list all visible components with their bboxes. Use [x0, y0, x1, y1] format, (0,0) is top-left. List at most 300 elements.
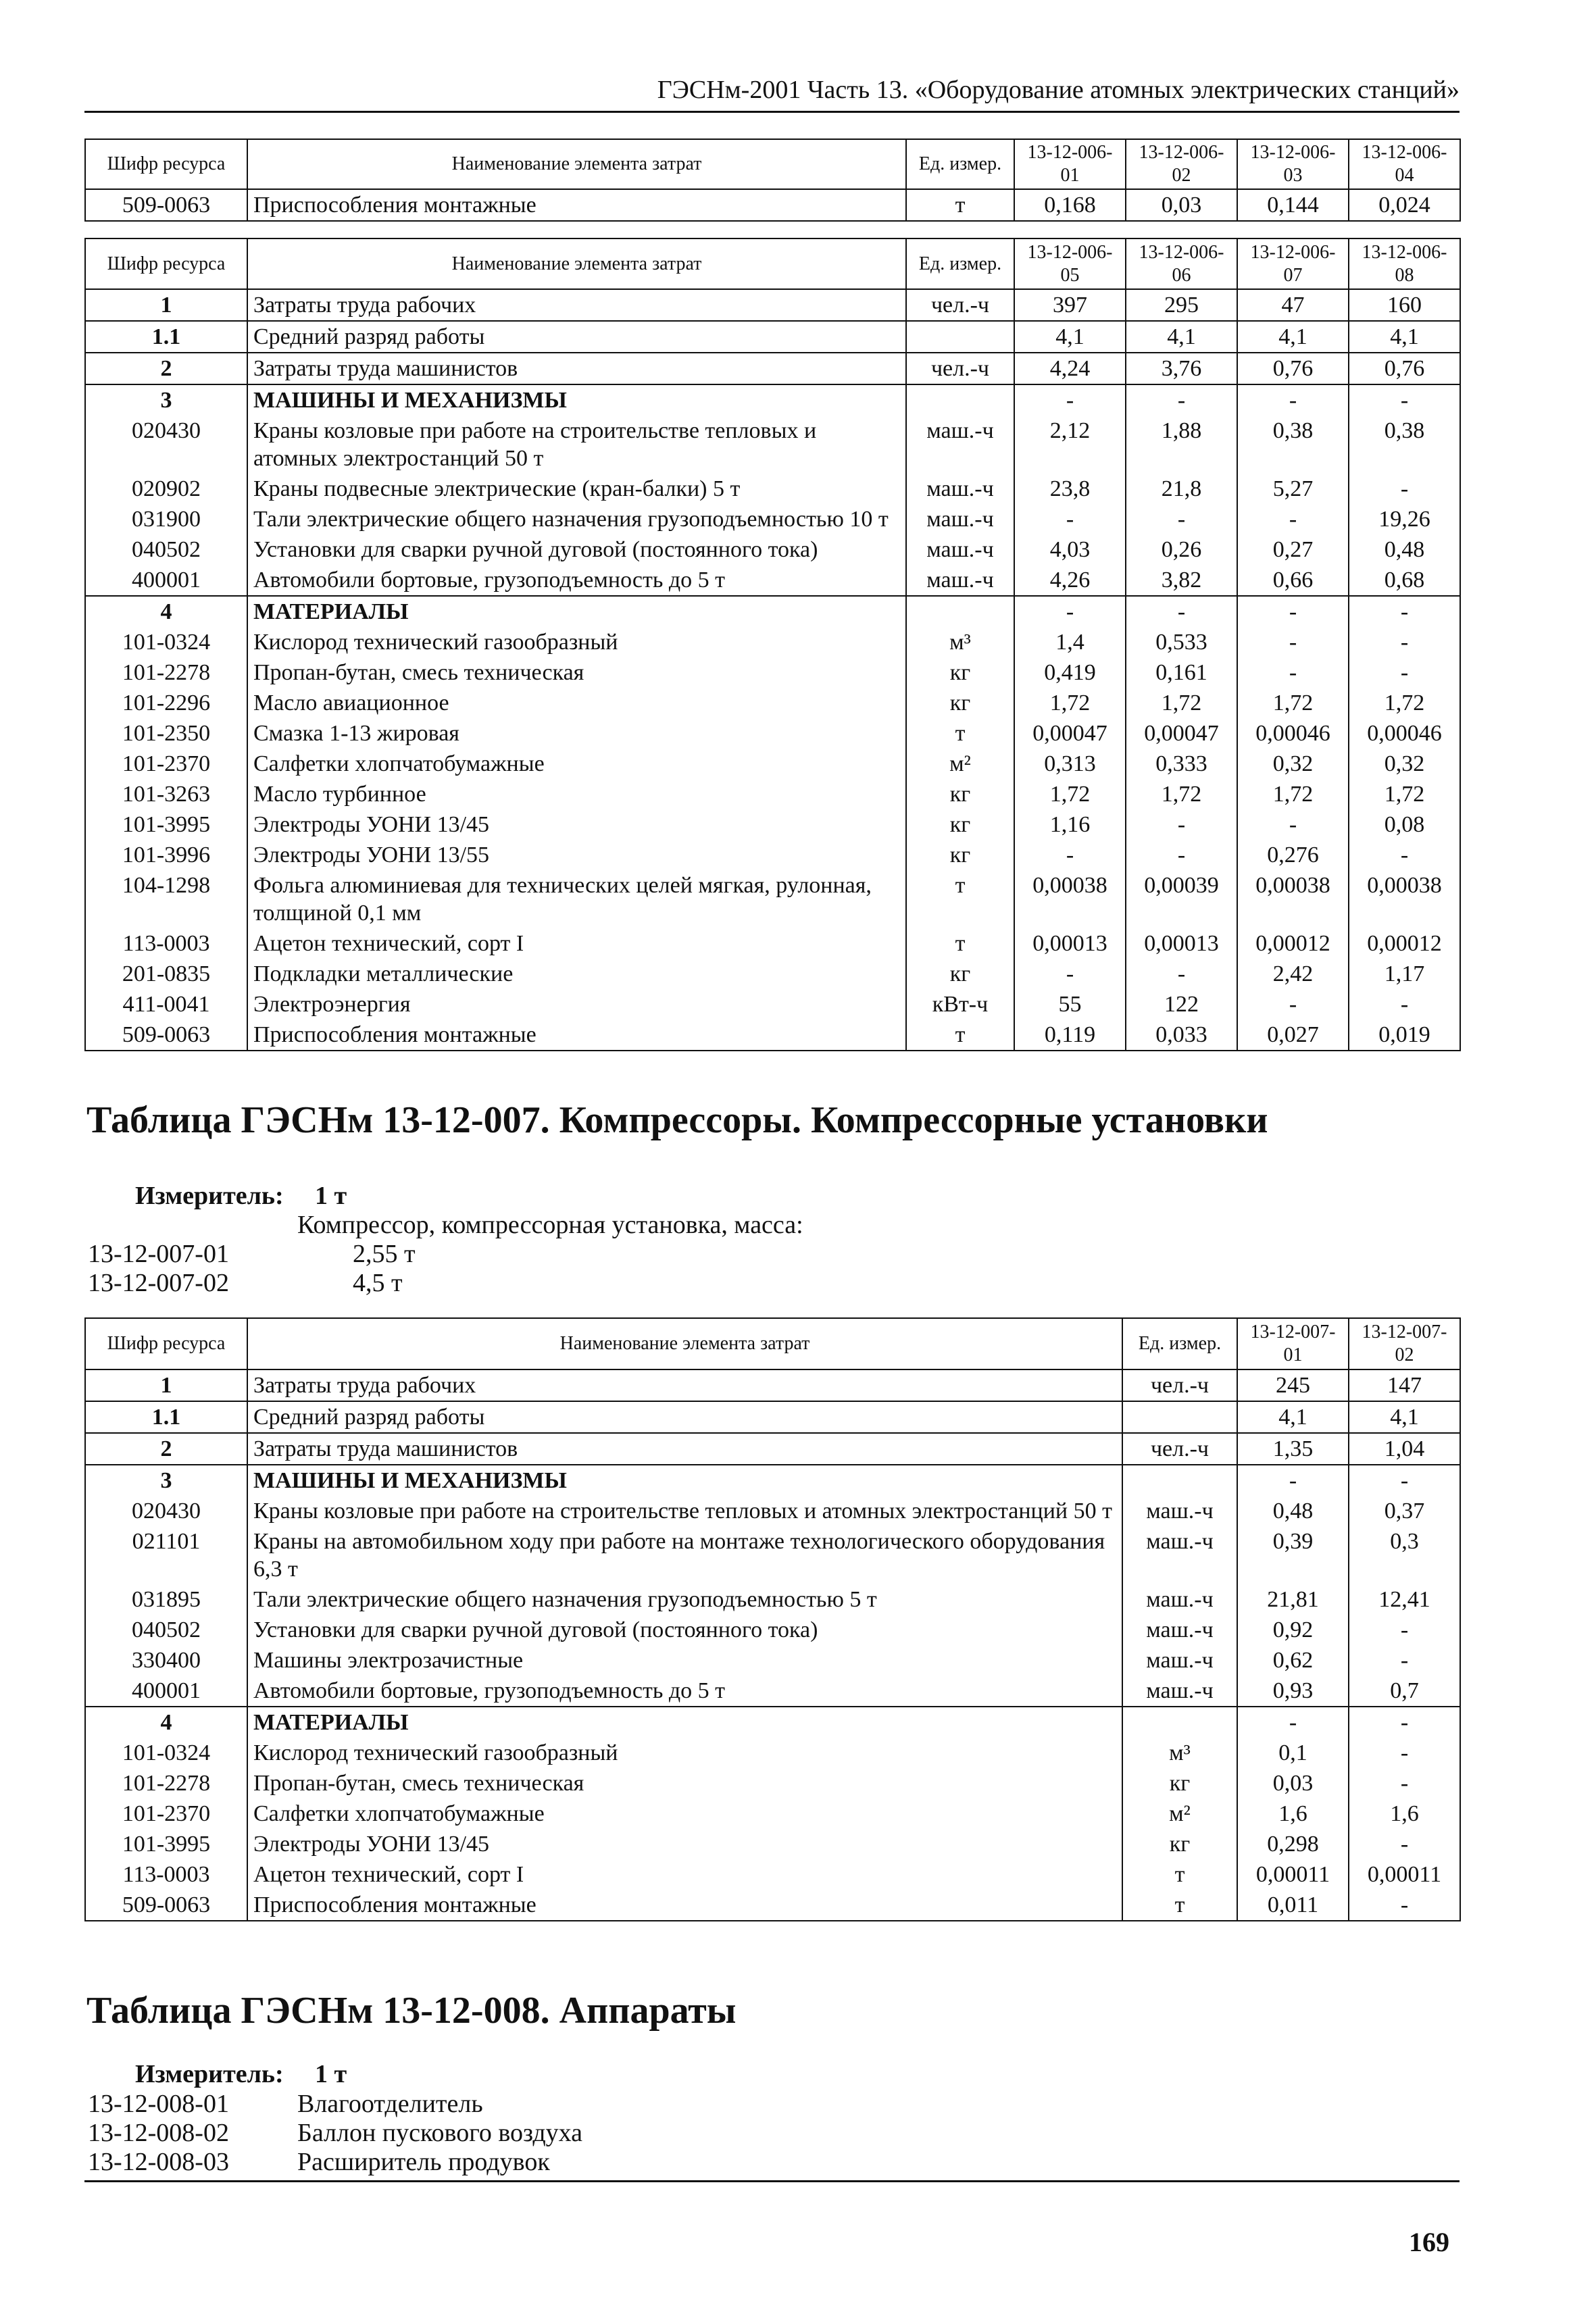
resource-unit: кг	[1122, 1829, 1237, 1859]
norm-value: 2,12	[1014, 416, 1126, 474]
norm-value: -	[1349, 1465, 1460, 1496]
table-row	[85, 1526, 1460, 1584]
norm-value: 0,08	[1349, 809, 1460, 840]
resource-code: 101-3995	[85, 1829, 247, 1859]
norm-value: 0,76	[1349, 353, 1460, 384]
table-row	[85, 809, 1460, 840]
table-row	[85, 1465, 1460, 1496]
norm-value: 19,26	[1349, 504, 1460, 534]
col-header-unit: Ед. измер.	[1122, 1318, 1237, 1369]
norm-value: 1,72	[1014, 779, 1126, 809]
norm-value: 0,00013	[1014, 928, 1126, 959]
table-13-12-006-part1	[84, 139, 1461, 222]
norm-value: 1,6	[1237, 1799, 1349, 1829]
norm-value: 2,42	[1237, 959, 1349, 989]
norm-value: 4,1	[1237, 321, 1349, 353]
norm-value: 0,533	[1126, 627, 1237, 657]
resource-unit: м³	[1122, 1738, 1237, 1768]
resource-unit: кг	[906, 809, 1014, 840]
norm-value: 245	[1237, 1369, 1349, 1401]
norm-value: -	[1349, 474, 1460, 504]
resource-name: Фольга алюминиевая для технических целей мягкая, рулонная, толщиной 0,1 мм	[247, 870, 906, 928]
norm-value: -	[1349, 1768, 1460, 1799]
resource-name: Кислород технический газообразный	[247, 627, 906, 657]
resource-code: 020430	[85, 1496, 247, 1526]
resource-code: 411-0041	[85, 989, 247, 1020]
table-13-12-007	[84, 1317, 1461, 1921]
resource-name: Установки для сварки ручной дуговой (постоянного тока)	[247, 1615, 1122, 1645]
col-header-norm: 13-12-006-02	[1126, 139, 1237, 189]
norm-value: 0,92	[1237, 1615, 1349, 1645]
norm-value: -	[1349, 1829, 1460, 1859]
table-row	[85, 1707, 1460, 1738]
resource-unit: т	[906, 1020, 1014, 1051]
norm-value: 0,26	[1126, 534, 1237, 565]
resource-unit: чел.-ч	[906, 353, 1014, 384]
norm-value: 0,119	[1014, 1020, 1126, 1051]
norm-code: 13-12-008-03	[88, 2148, 229, 2176]
resource-name: Краны на автомобильном ходу при работе на монтаже технологического оборудования 6,3 т	[247, 1526, 1122, 1584]
norm-value: 3,76	[1126, 353, 1237, 384]
resource-name: Электроды УОНИ 13/45	[247, 809, 906, 840]
norm-value: 1,72	[1126, 688, 1237, 718]
resource-code: 101-0324	[85, 627, 247, 657]
norm-value: 0,00046	[1349, 718, 1460, 749]
norm-value: -	[1126, 596, 1237, 627]
norm-value: 0,019	[1349, 1020, 1460, 1051]
header-title: ГЭСНм-2001 Часть 13. «Оборудование атомных электрических станций»	[657, 76, 1460, 104]
norm-value: 4,1	[1126, 321, 1237, 353]
table-row	[85, 657, 1460, 688]
resource-name: Затраты труда машинистов	[247, 353, 906, 384]
col-header-code: Шифр ресурса	[85, 139, 247, 189]
norm-value: 0,48	[1237, 1496, 1349, 1526]
resource-unit: т	[906, 189, 1014, 221]
norm-description: Баллон пускового воздуха	[297, 2119, 583, 2147]
norm-value: -	[1126, 384, 1237, 416]
norm-value: 160	[1349, 289, 1460, 321]
norm-value: -	[1014, 840, 1126, 870]
norm-value: 0,144	[1237, 189, 1349, 221]
table-row	[85, 504, 1460, 534]
resource-code: 113-0003	[85, 1859, 247, 1890]
resource-unit	[1122, 1401, 1237, 1433]
resource-code: 020902	[85, 474, 247, 504]
col-header-name: Наименование элемента затрат	[247, 139, 906, 189]
resource-name: Приспособления монтажные	[247, 1890, 1122, 1921]
table-row	[85, 1369, 1460, 1401]
table-header-row	[85, 238, 1460, 289]
col-header-unit: Ед. измер.	[906, 139, 1014, 189]
norm-value: 0,00038	[1237, 870, 1349, 928]
norm-value: -	[1126, 809, 1237, 840]
norm-value: 0,37	[1349, 1496, 1460, 1526]
norm-value: -	[1237, 596, 1349, 627]
norm-value: -	[1237, 1707, 1349, 1738]
resource-code: 330400	[85, 1645, 247, 1676]
resource-name: Подкладки металлические	[247, 959, 906, 989]
resource-code: 1.1	[85, 1401, 247, 1433]
table-row	[85, 1859, 1460, 1890]
table-row	[85, 596, 1460, 627]
resource-unit: маш.-ч	[906, 416, 1014, 474]
norm-value: 295	[1126, 289, 1237, 321]
resource-name: Тали электрические общего назначения грузоподъемностью 5 т	[247, 1584, 1122, 1615]
table-row	[85, 1433, 1460, 1465]
page-number: 169	[1409, 2227, 1449, 2257]
table-row	[85, 749, 1460, 779]
table-row	[85, 1799, 1460, 1829]
resource-code: 400001	[85, 1676, 247, 1707]
resource-name: Ацетон технический, сорт I	[247, 928, 906, 959]
resource-unit: т	[906, 928, 1014, 959]
resource-unit	[906, 596, 1014, 627]
norm-value: -	[1349, 657, 1460, 688]
table-row	[85, 1020, 1460, 1051]
norm-value: -	[1349, 1645, 1460, 1676]
resource-unit: маш.-ч	[906, 534, 1014, 565]
norm-value: 55	[1014, 989, 1126, 1020]
resource-name: Масло авиационное	[247, 688, 906, 718]
norm-value: 147	[1349, 1369, 1460, 1401]
norm-value: 1,16	[1014, 809, 1126, 840]
norm-value: 0,00013	[1126, 928, 1237, 959]
table-row	[85, 1829, 1460, 1859]
col-header-norm: 13-12-006-05	[1014, 238, 1126, 289]
norm-value: -	[1349, 1615, 1460, 1645]
norm-value: 0,00047	[1126, 718, 1237, 749]
norm-value: -	[1126, 504, 1237, 534]
norm-value: 1,17	[1349, 959, 1460, 989]
table-row	[85, 840, 1460, 870]
resource-name: Машины электрозачистные	[247, 1645, 1122, 1676]
norm-value: 0,32	[1237, 749, 1349, 779]
norm-value: -	[1126, 959, 1237, 989]
table-row	[85, 989, 1460, 1020]
table-row	[85, 718, 1460, 749]
resource-code: 2	[85, 353, 247, 384]
resource-unit: чел.-ч	[1122, 1433, 1237, 1465]
col-header-norm: 13-12-007-02	[1349, 1318, 1460, 1369]
resource-code: 040502	[85, 1615, 247, 1645]
resource-code: 509-0063	[85, 1890, 247, 1921]
table-row	[85, 189, 1460, 221]
norm-value: 0,32	[1349, 749, 1460, 779]
resource-unit: т	[906, 718, 1014, 749]
norm-value: 3,82	[1126, 565, 1237, 596]
resource-code: 101-2370	[85, 1799, 247, 1829]
resource-code: 040502	[85, 534, 247, 565]
resource-name: Установки для сварки ручной дуговой (постоянного тока)	[247, 534, 906, 565]
col-header-norm: 13-12-006-03	[1237, 139, 1349, 189]
table-row	[85, 474, 1460, 504]
col-header-norm: 13-12-006-01	[1014, 139, 1126, 189]
norm-value: -	[1237, 627, 1349, 657]
resource-code: 101-2350	[85, 718, 247, 749]
norm-value: 1,72	[1126, 779, 1237, 809]
norm-value: -	[1237, 657, 1349, 688]
resource-unit: маш.-ч	[906, 474, 1014, 504]
norm-value: 0,00046	[1237, 718, 1349, 749]
resource-name: Пропан-бутан, смесь техническая	[247, 657, 906, 688]
resource-name: Ацетон технический, сорт I	[247, 1859, 1122, 1890]
norm-value: -	[1349, 627, 1460, 657]
resource-name: Затраты труда рабочих	[247, 1369, 1122, 1401]
table-13-12-006-part2	[84, 238, 1461, 1051]
resource-name: Автомобили бортовые, грузоподъемность до 5 т	[247, 565, 906, 596]
bottom-rule	[84, 2180, 1460, 2182]
resource-unit	[1122, 1707, 1237, 1738]
resource-code: 101-2370	[85, 749, 247, 779]
norm-value: 397	[1014, 289, 1126, 321]
resource-name: Краны подвесные электрические (кран-балки) 5 т	[247, 474, 906, 504]
norm-value: -	[1349, 989, 1460, 1020]
resource-code: 101-3996	[85, 840, 247, 870]
norm-value: 1,72	[1237, 688, 1349, 718]
resource-unit: маш.-ч	[1122, 1584, 1237, 1615]
section-description: Компрессор, компрессорная установка, масса:	[297, 1211, 803, 1239]
resource-name: Затраты труда рабочих	[247, 289, 906, 321]
col-header-norm: 13-12-007-01	[1237, 1318, 1349, 1369]
norm-value: 1,72	[1349, 688, 1460, 718]
resource-unit: т	[1122, 1890, 1237, 1921]
resource-code: 4	[85, 596, 247, 627]
resource-code: 020430	[85, 416, 247, 474]
norm-value: 0,03	[1237, 1768, 1349, 1799]
resource-code: 101-3995	[85, 809, 247, 840]
norm-value: 122	[1126, 989, 1237, 1020]
resource-name: Затраты труда машинистов	[247, 1433, 1122, 1465]
norm-value: 1,88	[1126, 416, 1237, 474]
resource-unit: кг	[906, 840, 1014, 870]
resource-unit: т	[906, 870, 1014, 928]
resource-code: 031895	[85, 1584, 247, 1615]
table-row	[85, 1768, 1460, 1799]
resource-unit: маш.-ч	[1122, 1496, 1237, 1526]
resource-code: 101-0324	[85, 1738, 247, 1768]
norm-value: 4,1	[1014, 321, 1126, 353]
norm-value: 21,81	[1237, 1584, 1349, 1615]
norm-value: 0,00038	[1014, 870, 1126, 928]
resource-code: 031900	[85, 504, 247, 534]
norm-value: -	[1014, 959, 1126, 989]
norm-value: -	[1014, 384, 1126, 416]
resource-unit: чел.-ч	[906, 289, 1014, 321]
norm-value: 0,76	[1237, 353, 1349, 384]
norm-value: 0,48	[1349, 534, 1460, 565]
resource-unit: маш.-ч	[1122, 1676, 1237, 1707]
table-row	[85, 959, 1460, 989]
norm-value: 0,00011	[1349, 1859, 1460, 1890]
norm-value: -	[1237, 809, 1349, 840]
norm-description: Расширитель продувок	[297, 2148, 550, 2176]
table-title-13-12-007: Таблица ГЭСНм 13-12-007. Компрессоры. Компрессорные установки	[86, 1099, 1268, 1141]
resource-name: МАТЕРИАЛЫ	[247, 596, 906, 627]
norm-value: -	[1126, 840, 1237, 870]
norm-value: 47	[1237, 289, 1349, 321]
resource-code: 509-0063	[85, 1020, 247, 1051]
col-header-name: Наименование элемента затрат	[247, 1318, 1122, 1369]
norm-value: 0,00047	[1014, 718, 1126, 749]
table-row	[85, 688, 1460, 718]
norm-value: 4,26	[1014, 565, 1126, 596]
resource-unit: маш.-ч	[906, 504, 1014, 534]
norm-value: 1,4	[1014, 627, 1126, 657]
resource-name: Приспособления монтажные	[247, 1020, 906, 1051]
resource-name: Краны козловые при работе на строительстве тепловых и атомных электростанций 50 т	[247, 416, 906, 474]
table-row	[85, 384, 1460, 416]
table-row	[85, 353, 1460, 384]
norm-value: -	[1014, 504, 1126, 534]
norm-value: 12,41	[1349, 1584, 1460, 1615]
resource-code: 101-2278	[85, 1768, 247, 1799]
col-header-code: Шифр ресурса	[85, 1318, 247, 1369]
norm-value: 0,93	[1237, 1676, 1349, 1707]
resource-name: Масло турбинное	[247, 779, 906, 809]
norm-value: 1,6	[1349, 1799, 1460, 1829]
table-title-13-12-008: Таблица ГЭСНм 13-12-008. Аппараты	[86, 1990, 737, 2032]
norm-description: 4,5 т	[353, 1269, 403, 1297]
norm-code: 13-12-008-02	[88, 2119, 229, 2147]
col-header-norm: 13-12-006-06	[1126, 238, 1237, 289]
norm-value: 0,024	[1349, 189, 1460, 221]
norm-value: 0,00012	[1349, 928, 1460, 959]
norm-value: 1,35	[1237, 1433, 1349, 1465]
resource-code: 1	[85, 289, 247, 321]
resource-code: 104-1298	[85, 870, 247, 928]
norm-value: -	[1349, 1707, 1460, 1738]
norm-value: 5,27	[1237, 474, 1349, 504]
norm-value: 0,38	[1349, 416, 1460, 474]
norm-value: 4,1	[1237, 1401, 1349, 1433]
resource-code: 113-0003	[85, 928, 247, 959]
norm-value: 4,03	[1014, 534, 1126, 565]
resource-unit: маш.-ч	[906, 565, 1014, 596]
table-row	[85, 1645, 1460, 1676]
table-row	[85, 627, 1460, 657]
resource-name: МАШИНЫ И МЕХАНИЗМЫ	[247, 384, 906, 416]
resource-name: Смазка 1-13 жировая	[247, 718, 906, 749]
norm-value: -	[1237, 989, 1349, 1020]
norm-value: 0,298	[1237, 1829, 1349, 1859]
norm-value: 0,62	[1237, 1645, 1349, 1676]
table-row	[85, 1584, 1460, 1615]
resource-code: 101-3263	[85, 779, 247, 809]
resource-code: 101-2296	[85, 688, 247, 718]
norm-value: -	[1237, 504, 1349, 534]
resource-name: Приспособления монтажные	[247, 189, 906, 221]
norm-value: 0,38	[1237, 416, 1349, 474]
norm-value: -	[1237, 1465, 1349, 1496]
resource-name: МАТЕРИАЛЫ	[247, 1707, 1122, 1738]
norm-value: 1,72	[1237, 779, 1349, 809]
measure-value: 1 т	[315, 1182, 347, 1210]
col-header-unit: Ед. измер.	[906, 238, 1014, 289]
resource-name: Автомобили бортовые, грузоподъемность до 5 т	[247, 1676, 1122, 1707]
table-row	[85, 416, 1460, 474]
table-row	[85, 1615, 1460, 1645]
norm-value: 0,1	[1237, 1738, 1349, 1768]
resource-code: 1	[85, 1369, 247, 1401]
resource-unit	[906, 321, 1014, 353]
resource-code: 1.1	[85, 321, 247, 353]
norm-value: 0,7	[1349, 1676, 1460, 1707]
resource-code: 400001	[85, 565, 247, 596]
norm-code: 13-12-007-02	[88, 1269, 229, 1297]
resource-code: 509-0063	[85, 189, 247, 221]
resource-code: 101-2278	[85, 657, 247, 688]
resource-code: 3	[85, 1465, 247, 1496]
norm-value: 1,72	[1349, 779, 1460, 809]
col-header-norm: 13-12-006-08	[1349, 238, 1460, 289]
resource-unit: кг	[906, 959, 1014, 989]
resource-name: Краны козловые при работе на строительстве тепловых и атомных электростанций 50 т	[247, 1496, 1122, 1526]
norm-value: 0,011	[1237, 1890, 1349, 1921]
resource-unit: маш.-ч	[1122, 1645, 1237, 1676]
page-header	[84, 73, 1460, 113]
norm-value: 4,1	[1349, 321, 1460, 353]
norm-value: 0,313	[1014, 749, 1126, 779]
measure-label: Измеритель:	[135, 1182, 284, 1210]
norm-value: 0,68	[1349, 565, 1460, 596]
resource-unit	[906, 384, 1014, 416]
resource-unit: кВт-ч	[906, 989, 1014, 1020]
table-row	[85, 321, 1460, 353]
norm-value: 0,3	[1349, 1526, 1460, 1584]
resource-code: 201-0835	[85, 959, 247, 989]
resource-unit: м²	[906, 749, 1014, 779]
table-row	[85, 928, 1460, 959]
resource-code: 4	[85, 1707, 247, 1738]
norm-value: -	[1014, 596, 1126, 627]
table-row	[85, 1676, 1460, 1707]
norm-value: 0,00012	[1237, 928, 1349, 959]
norm-code: 13-12-007-01	[88, 1240, 229, 1268]
resource-unit: чел.-ч	[1122, 1369, 1237, 1401]
resource-name: Кислород технический газообразный	[247, 1738, 1122, 1768]
resource-code: 2	[85, 1433, 247, 1465]
norm-value: 0,27	[1237, 534, 1349, 565]
table-row	[85, 779, 1460, 809]
resource-name: Тали электрические общего назначения грузоподъемностью 10 т	[247, 504, 906, 534]
measure-value: 1 т	[315, 2060, 347, 2088]
resource-unit: кг	[906, 779, 1014, 809]
norm-value: 0,276	[1237, 840, 1349, 870]
table-row	[85, 534, 1460, 565]
norm-value: 0,161	[1126, 657, 1237, 688]
table-row	[85, 289, 1460, 321]
resource-code: 3	[85, 384, 247, 416]
col-header-norm: 13-12-006-07	[1237, 238, 1349, 289]
norm-code: 13-12-008-01	[88, 2090, 229, 2118]
table-header-row	[85, 139, 1460, 189]
table-row	[85, 565, 1460, 596]
norm-value: 0,033	[1126, 1020, 1237, 1051]
norm-value: 1,04	[1349, 1433, 1460, 1465]
norm-value: 4,24	[1014, 353, 1126, 384]
norm-value: -	[1349, 596, 1460, 627]
resource-unit: маш.-ч	[1122, 1615, 1237, 1645]
table-row	[85, 870, 1460, 928]
resource-name: Салфетки хлопчатобумажные	[247, 1799, 1122, 1829]
norm-value: 0,333	[1126, 749, 1237, 779]
resource-name: Средний разряд работы	[247, 1401, 1122, 1433]
norm-value: 21,8	[1126, 474, 1237, 504]
resource-unit: кг	[906, 657, 1014, 688]
norm-description: Влагоотделитель	[297, 2090, 483, 2118]
measure-label: Измеритель:	[135, 2060, 284, 2088]
norm-value: 1,72	[1014, 688, 1126, 718]
